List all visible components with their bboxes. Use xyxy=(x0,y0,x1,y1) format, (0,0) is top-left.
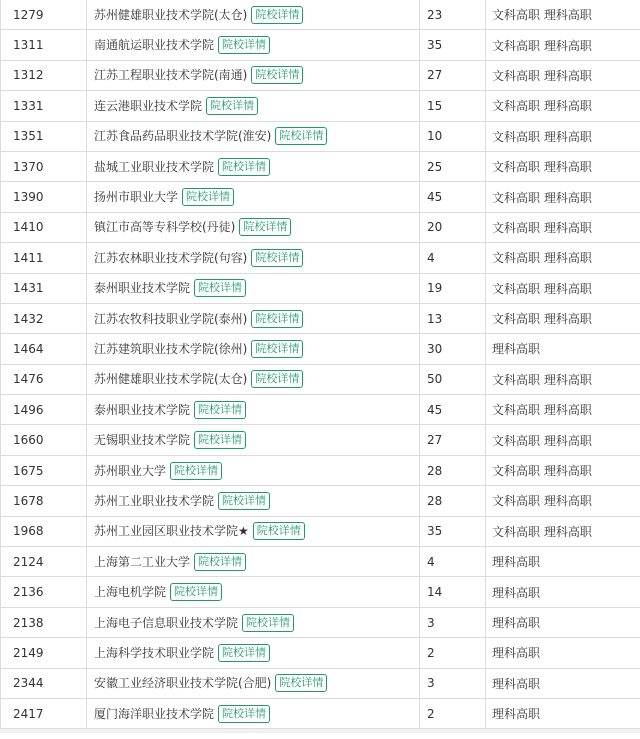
enrollment-type-cell: 文科高职 理科高职 xyxy=(486,455,640,485)
school-detail-button[interactable]: 院校详情 xyxy=(170,462,222,480)
school-code-cell: 2344 xyxy=(1,668,87,698)
enrollment-count-cell: 45 xyxy=(420,182,486,212)
school-name: 上海电子信息职业技术学院 xyxy=(94,615,239,630)
school-name: 苏州工业职业技术学院 xyxy=(94,493,215,508)
school-name: 厦门海洋职业技术学院 xyxy=(94,706,215,721)
school-name: 苏州健雄职业技术学院(太仓) xyxy=(94,7,248,22)
enrollment-count-cell: 15 xyxy=(420,91,486,121)
enrollment-count-cell: 19 xyxy=(420,273,486,303)
school-name-cell xyxy=(87,91,420,121)
school-code-cell: 2136 xyxy=(1,577,87,607)
bottom-strip xyxy=(0,729,640,733)
school-detail-button[interactable]: 院校详情 xyxy=(251,6,303,24)
school-code-cell: 1432 xyxy=(1,303,87,333)
school-detail-button[interactable]: 院校详情 xyxy=(218,158,270,176)
enrollment-type-cell: 理科高职 xyxy=(486,698,640,728)
school-code-cell: 1370 xyxy=(1,151,87,181)
school-detail-button[interactable]: 院校详情 xyxy=(218,705,270,723)
enrollment-count-cell: 35 xyxy=(420,516,486,546)
school-detail-button[interactable]: 院校详情 xyxy=(275,127,327,145)
school-name: 江苏工程职业技术学院(南通) xyxy=(94,68,248,83)
enrollment-count-cell: 28 xyxy=(420,486,486,516)
school-name-cell xyxy=(87,486,420,516)
school-name: 上海第二工业大学 xyxy=(94,554,191,569)
school-name-cell xyxy=(87,425,420,455)
school-code-cell: 1410 xyxy=(1,212,87,242)
school-name: 连云港职业技术学院 xyxy=(94,98,203,113)
school-detail-button[interactable]: 院校详情 xyxy=(251,249,303,267)
table-row xyxy=(1,182,640,212)
school-name-cell xyxy=(87,30,420,60)
enrollment-type-cell: 理科高职 xyxy=(486,607,640,637)
table-row xyxy=(1,30,640,60)
school-name: 江苏农林职业技术学院(句容) xyxy=(94,250,248,265)
school-code-cell: 1312 xyxy=(1,60,87,90)
table-row xyxy=(1,486,640,516)
school-detail-button[interactable]: 院校详情 xyxy=(239,218,291,236)
school-name: 苏州职业大学 xyxy=(94,463,167,478)
school-name: 江苏食品药品职业技术学院(淮安) xyxy=(94,129,272,144)
school-detail-button[interactable]: 院校详情 xyxy=(275,674,327,692)
enrollment-count-cell: 27 xyxy=(420,425,486,455)
enrollment-count-cell: 35 xyxy=(420,30,486,60)
school-code-cell: 1431 xyxy=(1,273,87,303)
school-name-cell xyxy=(87,243,420,273)
table-row xyxy=(1,273,640,303)
school-name-cell xyxy=(87,212,420,242)
school-name: 扬州市职业大学 xyxy=(94,190,179,205)
enrollment-type-cell: 文科高职 理科高职 xyxy=(486,395,640,425)
enrollment-type-cell: 文科高职 理科高职 xyxy=(486,273,640,303)
enrollment-count-cell: 25 xyxy=(420,151,486,181)
school-name-cell xyxy=(87,638,420,668)
table-row xyxy=(1,516,640,546)
school-name: 苏州健雄职业技术学院(太仓) xyxy=(94,372,248,387)
table-row xyxy=(1,364,640,394)
school-name-cell xyxy=(87,607,420,637)
enrollment-count-cell: 4 xyxy=(420,243,486,273)
enrollment-type-cell: 文科高职 理科高职 xyxy=(486,91,640,121)
school-code-cell: 2124 xyxy=(1,547,87,577)
school-name-cell xyxy=(87,547,420,577)
table-row xyxy=(1,151,640,181)
school-detail-button[interactable]: 院校详情 xyxy=(218,644,270,662)
school-detail-button[interactable]: 院校详情 xyxy=(251,66,303,84)
school-detail-button[interactable]: 院校详情 xyxy=(251,310,303,328)
school-name-cell xyxy=(87,395,420,425)
table-row xyxy=(1,698,640,728)
school-code-cell: 1496 xyxy=(1,395,87,425)
school-code-cell: 2138 xyxy=(1,607,87,637)
school-detail-button[interactable]: 院校详情 xyxy=(251,340,303,358)
school-name-cell xyxy=(87,455,420,485)
enrollment-count-cell: 28 xyxy=(420,455,486,485)
school-name: 南通航运职业技术学院 xyxy=(94,38,215,53)
enrollment-count-cell: 50 xyxy=(420,364,486,394)
table-row xyxy=(1,212,640,242)
school-name: 无锡职业技术学院 xyxy=(94,433,191,448)
enrollment-type-cell: 文科高职 理科高职 xyxy=(486,182,640,212)
school-name-cell xyxy=(87,273,420,303)
enrollment-type-cell: 文科高职 理科高职 xyxy=(486,303,640,333)
enrollment-count-cell: 2 xyxy=(420,698,486,728)
table-row xyxy=(1,121,640,151)
enrollment-type-cell: 文科高职 理科高职 xyxy=(486,60,640,90)
school-code-cell: 1331 xyxy=(1,91,87,121)
school-name-cell xyxy=(87,151,420,181)
enrollment-type-cell: 文科高职 理科高职 xyxy=(486,30,640,60)
school-code-cell: 1279 xyxy=(1,0,87,30)
table-row xyxy=(1,243,640,273)
enrollment-type-cell: 理科高职 xyxy=(486,547,640,577)
enrollment-type-cell: 理科高职 xyxy=(486,638,640,668)
table-row xyxy=(1,303,640,333)
school-name-cell xyxy=(87,668,420,698)
table-row xyxy=(1,577,640,607)
school-name: 江苏建筑职业技术学院(徐州) xyxy=(94,341,248,356)
school-name-cell xyxy=(87,334,420,364)
school-code-cell: 1311 xyxy=(1,30,87,60)
school-name-cell xyxy=(87,577,420,607)
school-code-cell: 1968 xyxy=(1,516,87,546)
enrollment-type-cell: 文科高职 理科高职 xyxy=(486,121,640,151)
school-code-cell: 1351 xyxy=(1,121,87,151)
table-row xyxy=(1,607,640,637)
school-detail-button[interactable]: 院校详情 xyxy=(242,614,294,632)
school-code-cell: 2417 xyxy=(1,698,87,728)
school-code-cell: 1660 xyxy=(1,425,87,455)
enrollment-count-cell: 4 xyxy=(420,547,486,577)
school-name: 泰州职业技术学院 xyxy=(94,281,191,296)
enrollment-count-cell: 30 xyxy=(420,334,486,364)
school-name: 安徽工业经济职业技术学院(合肥) xyxy=(94,676,272,691)
school-name-cell xyxy=(87,182,420,212)
enrollment-count-cell: 2 xyxy=(420,638,486,668)
school-detail-button[interactable]: 院校详情 xyxy=(218,492,270,510)
school-code-cell: 2149 xyxy=(1,638,87,668)
table-row xyxy=(1,425,640,455)
school-detail-button[interactable]: 院校详情 xyxy=(194,279,246,297)
table-row xyxy=(1,668,640,698)
school-detail-button[interactable]: 院校详情 xyxy=(218,36,270,54)
school-code-cell: 1678 xyxy=(1,486,87,516)
school-name-cell xyxy=(87,364,420,394)
school-detail-button[interactable]: 院校详情 xyxy=(194,401,246,419)
school-code-cell: 1675 xyxy=(1,455,87,485)
enrollment-count-cell: 3 xyxy=(420,607,486,637)
enrollment-type-cell: 文科高职 理科高职 xyxy=(486,364,640,394)
enrollment-type-cell: 文科高职 理科高职 xyxy=(486,0,640,30)
enrollment-type-cell: 文科高职 理科高职 xyxy=(486,486,640,516)
school-name: 泰州职业技术学院 xyxy=(94,402,191,417)
enrollment-count-cell: 3 xyxy=(420,668,486,698)
school-detail-button[interactable]: 院校详情 xyxy=(251,370,303,388)
enrollment-type-cell: 理科高职 xyxy=(486,334,640,364)
enrollment-type-cell: 理科高职 xyxy=(486,668,640,698)
enrollment-count-cell: 45 xyxy=(420,395,486,425)
enrollment-count-cell: 20 xyxy=(420,212,486,242)
school-code-cell: 1464 xyxy=(1,334,87,364)
table-row xyxy=(1,455,640,485)
school-name: 苏州工业园区职业技术学院★ xyxy=(94,524,249,539)
school-code-cell: 1390 xyxy=(1,182,87,212)
enrollment-count-cell: 10 xyxy=(420,121,486,151)
school-name: 镇江市高等专科学校(丹徒) xyxy=(94,220,236,235)
school-name-cell xyxy=(87,121,420,151)
school-table-body xyxy=(1,0,640,729)
school-name-cell xyxy=(87,698,420,728)
school-name: 江苏农牧科技职业学院(泰州) xyxy=(94,311,248,326)
school-detail-button[interactable]: 院校详情 xyxy=(194,553,246,571)
school-name: 上海电机学院 xyxy=(94,585,167,600)
enrollment-type-cell: 文科高职 理科高职 xyxy=(486,151,640,181)
school-name-cell xyxy=(87,60,420,90)
school-detail-button[interactable]: 院校详情 xyxy=(182,188,234,206)
enrollment-type-cell: 理科高职 xyxy=(486,577,640,607)
school-detail-button[interactable]: 院校详情 xyxy=(253,522,305,540)
school-name-cell xyxy=(87,303,420,333)
table-row xyxy=(1,60,640,90)
enrollment-count-cell: 14 xyxy=(420,577,486,607)
school-name: 上海科学技术职业学院 xyxy=(94,645,215,660)
school-name-cell xyxy=(87,516,420,546)
table-row xyxy=(1,638,640,668)
enrollment-type-cell: 文科高职 理科高职 xyxy=(486,425,640,455)
table-row xyxy=(1,395,640,425)
school-detail-button[interactable]: 院校详情 xyxy=(194,431,246,449)
table-row xyxy=(1,91,640,121)
table-row xyxy=(1,0,640,30)
enrollment-type-cell: 文科高职 理科高职 xyxy=(486,243,640,273)
enrollment-type-cell: 文科高职 理科高职 xyxy=(486,212,640,242)
school-code-cell: 1411 xyxy=(1,243,87,273)
table-row xyxy=(1,547,640,577)
school-name-cell xyxy=(87,0,420,30)
enrollment-count-cell: 23 xyxy=(420,0,486,30)
enrollment-count-cell: 27 xyxy=(420,60,486,90)
enrollment-type-cell: 文科高职 理科高职 xyxy=(486,516,640,546)
school-detail-button[interactable]: 院校详情 xyxy=(206,97,258,115)
enrollment-count-cell: 13 xyxy=(420,303,486,333)
table-row xyxy=(1,334,640,364)
school-detail-button[interactable]: 院校详情 xyxy=(170,583,222,601)
school-name: 盐城工业职业技术学院 xyxy=(94,159,215,174)
school-code-cell: 1476 xyxy=(1,364,87,394)
